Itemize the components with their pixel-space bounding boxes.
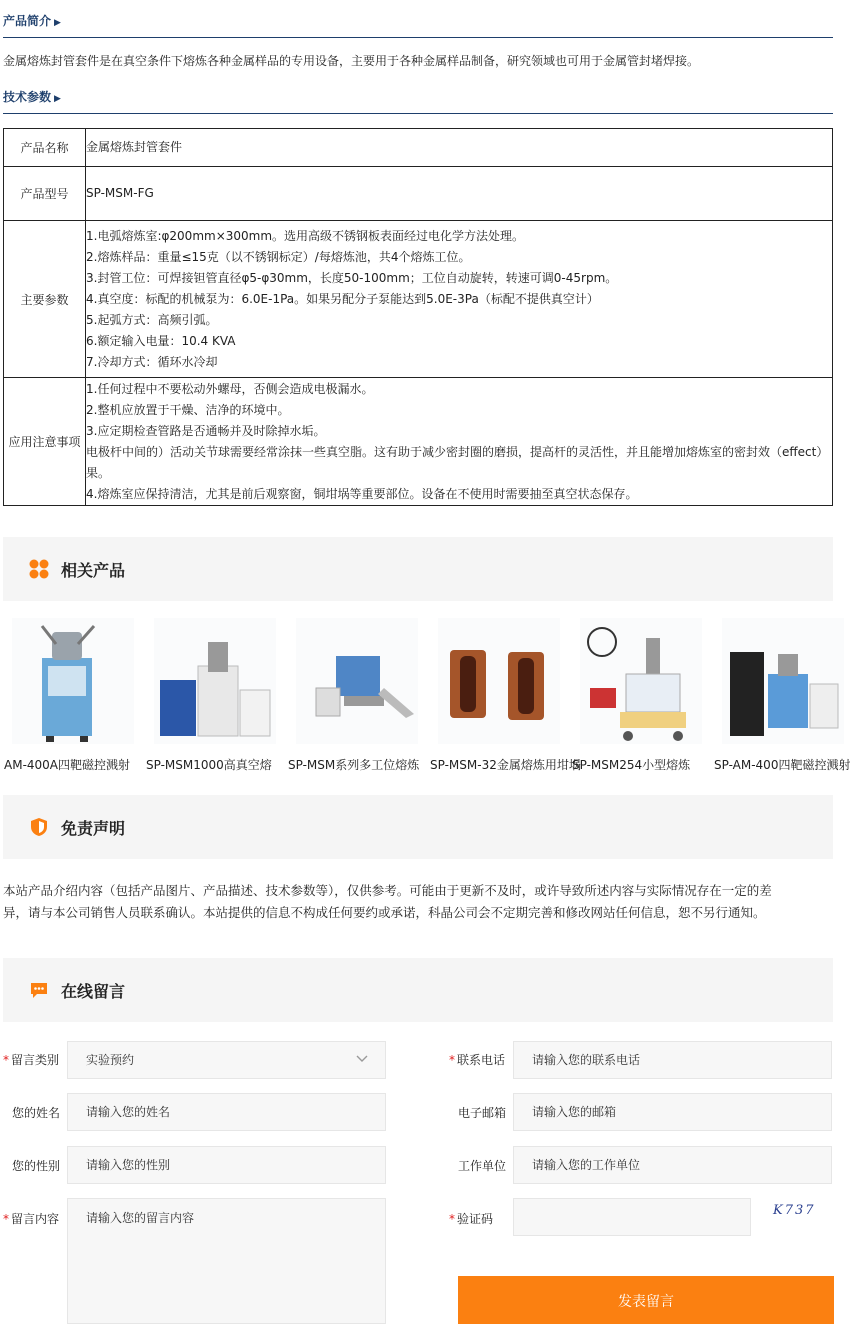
phone-input[interactable]: 请输入您的联系电话 — [513, 1041, 832, 1079]
submit-button[interactable]: 发表留言 — [458, 1276, 834, 1324]
name-label: 您的姓名 — [12, 1106, 61, 1120]
product-card[interactable] — [572, 618, 696, 772]
name-input[interactable]: 请输入您的姓名 — [67, 1093, 386, 1131]
spec-key: 产品名称 — [4, 129, 86, 167]
product-image[interactable] — [722, 618, 844, 744]
intro-section-header — [3, 0, 833, 38]
intro-text: 金属熔炼封管套件是在真空条件下熔炼各种金属样品的专用设备，主要用于各种金属样品制备，研究领域也可用于金属管封堵焊接。 — [3, 54, 700, 68]
product-card[interactable] — [146, 618, 272, 772]
product-image[interactable] — [580, 618, 702, 744]
spec-table — [3, 128, 833, 506]
product-card[interactable] — [714, 618, 850, 772]
content-label: * 留言内容 — [3, 1212, 60, 1226]
spec-key: 产品型号 — [4, 167, 86, 221]
product-caption[interactable]: SP-MSM1000高真空熔 — [146, 758, 272, 772]
related-products-title: 相关产品 — [61, 561, 126, 580]
email-input[interactable]: 请输入您的邮箱 — [513, 1093, 832, 1131]
email-label: 电子邮箱 — [458, 1106, 507, 1120]
spec-section-title: 技术参数 ▶ — [3, 90, 61, 104]
chevron-down-icon — [355, 1051, 369, 1065]
related-products-header — [3, 537, 833, 601]
product-card[interactable] — [288, 618, 420, 772]
table-row — [4, 167, 833, 221]
product-card[interactable] — [4, 618, 131, 772]
spec-value: 1.电弧熔炼室:φ200mm×300mm。选用高级不锈钢板表面经过电化学方法处理。 2.熔炼样品：重量≤15克（以不锈钢标定）/每熔炼池，共4个熔炼工位。 3.封管工位：可焊接钽管直径φ5-φ30mm，长度50-100mm；工位自动旋转，转速可调0-45rpm。 4.真空度：标配的机械泵为：6.0E-1Pa。如果另配分子泵能达到5.0E-3Pa（标配不提供真空计） 5.起弧方式：高频引弧。 6.额定输入电量：10.4 KVA 7.冷却方式：循环水冷却 — [86, 221, 833, 378]
product-image[interactable] — [438, 618, 560, 744]
table-row — [4, 129, 833, 167]
table-row — [4, 221, 833, 378]
disclaimer-title: 免责声明 — [61, 819, 126, 838]
disclaimer-header — [3, 795, 833, 859]
spec-value: SP-MSM-FG — [86, 167, 833, 221]
company-input[interactable]: 请输入您的工作单位 — [513, 1146, 832, 1184]
table-row — [4, 378, 833, 506]
intro-section-title: 产品简介 ▶ — [3, 14, 61, 28]
disclaimer-text: 本站产品介绍内容（包括产品图片、产品描述、技术参数等），仅供参考。可能由于更新不及时，或许导致所述内容与实际情况存在一定的差 异，请与本公司销售人员联系确认。本站提供的信息不构成任何要约或承诺，科晶公司会不定期完善和修改网站任何信息，恕不另行通知。 — [3, 883, 772, 920]
spec-value: 金属熔炼封管套件 — [86, 129, 833, 167]
company-label: 工作单位 — [458, 1159, 507, 1173]
message-title: 在线留言 — [61, 982, 126, 1001]
product-image[interactable] — [12, 618, 134, 744]
product-caption[interactable]: SP-MSM系列多工位熔炼 — [288, 758, 420, 772]
gender-label: 您的性别 — [12, 1159, 61, 1173]
product-caption[interactable]: SP-MSM-32金属熔炼用坩埚 — [430, 758, 581, 772]
spec-key: 主要参数 — [4, 221, 86, 378]
gender-input[interactable]: 请输入您的性别 — [67, 1146, 386, 1184]
spec-key: 应用注意事项 — [4, 378, 86, 506]
shield-icon — [29, 817, 49, 837]
triangle-right-icon: ▶ — [54, 18, 61, 28]
captcha-label: * 验证码 — [449, 1212, 494, 1226]
content-textarea[interactable]: 请输入您的留言内容 — [67, 1198, 386, 1324]
captcha-input[interactable] — [513, 1198, 751, 1236]
product-caption[interactable]: SP-MSM254小型熔炼 — [572, 758, 691, 772]
category-select[interactable]: 实验预约 — [67, 1041, 386, 1079]
category-label: * 留言类别 — [3, 1053, 60, 1067]
product-card[interactable] — [430, 618, 581, 772]
phone-label: * 联系电话 — [449, 1053, 506, 1067]
spec-value: 1.任何过程中不要松动外螺母，否侧会造成电极漏水。 2.整机应放置于干燥、洁净的环境中。 3.应定期检查管路是否通畅并及时除掉水垢。 电极杆中间的）活动关节球需要经常涂抹一些真空脂。这有助于减少密封圈的磨损，提高杆的灵活性，并且能增加熔炼室的密封效（effect） 果。 4.熔炼室应保持清洁，尤其是前后观察窗，铜坩埚等重要部位。设备在不使用时需要抽至真空状态保存。 — [86, 378, 833, 506]
triangle-right-icon: ▶ — [54, 94, 61, 104]
captcha-image[interactable]: K737 — [773, 1203, 816, 1218]
spec-section-header — [3, 76, 833, 114]
product-caption[interactable]: SP-AM-400四靶磁控溅射 — [714, 758, 850, 772]
product-caption[interactable]: AM-400A四靶磁控溅射 — [4, 758, 131, 772]
grid-icon — [29, 559, 49, 579]
product-image[interactable] — [296, 618, 418, 744]
product-image[interactable] — [154, 618, 276, 744]
message-header — [3, 958, 833, 1022]
chat-bubble-icon — [29, 980, 49, 1000]
